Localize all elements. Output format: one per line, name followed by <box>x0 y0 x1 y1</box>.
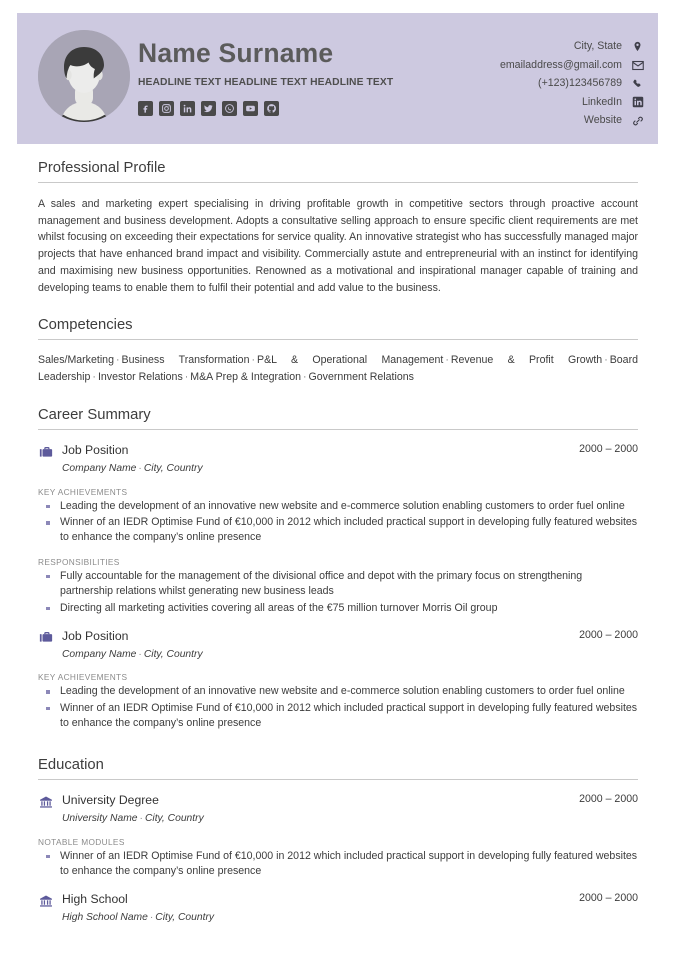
contact-email[interactable] <box>500 58 644 73</box>
section-title-career: Career Summary <box>38 407 638 430</box>
cv-body <box>38 160 638 925</box>
list-item: Winner of an IEDR Optimise Fund of €10,000 in 2012 which included practical support in developing fully featured websites to enhance the company’s online presence <box>38 515 638 546</box>
career-entries <box>38 443 638 731</box>
cv-entry <box>38 443 638 616</box>
contact-email-text: emailaddress@gmail.com <box>499 58 622 71</box>
competency-separator: · <box>92 371 96 384</box>
competency-item: Investor Relations <box>97 371 183 384</box>
whatsapp-icon[interactable] <box>222 101 237 116</box>
envelope-icon <box>631 59 644 72</box>
entry-separator: · <box>139 813 143 825</box>
entry-subtitle <box>62 462 638 475</box>
contact-list <box>500 39 644 128</box>
university-icon <box>38 893 53 908</box>
list-item: Leading the development of an innovative new website and e-commerce solution enabling customers to order fuel online <box>38 684 638 699</box>
competency-separator: · <box>184 371 189 384</box>
entry-bullet-list <box>38 849 638 880</box>
contact-location-text: City, State <box>573 40 622 53</box>
twitter-icon[interactable] <box>201 101 216 116</box>
entry-subtitle <box>62 812 638 825</box>
avatar <box>38 30 130 122</box>
contact-linkedin-text: LinkedIn <box>581 95 622 108</box>
map-pin-icon <box>631 40 644 53</box>
link-icon <box>631 114 644 127</box>
entry-header <box>38 443 638 459</box>
linkedin-icon[interactable] <box>180 101 195 116</box>
competency-item: M&A Prep & Integration <box>190 371 301 384</box>
entry-organisation: University Name <box>62 813 138 825</box>
competency-separator: · <box>445 354 449 367</box>
briefcase-icon <box>38 444 53 459</box>
section-education <box>38 757 638 924</box>
avatar-circle <box>38 30 130 122</box>
entry-location: City, Country <box>143 463 203 475</box>
education-entries <box>38 793 638 924</box>
list-item: Winner of an IEDR Optimise Fund of €10,000 in 2012 which included practical support in developing fully featured websites to enhance the company’s online presence <box>38 701 638 732</box>
entry-date: 2000 – 2000 <box>579 628 638 641</box>
competencies-list <box>38 352 638 386</box>
facebook-icon[interactable] <box>138 101 153 116</box>
entry-title: Job Position <box>62 443 129 458</box>
competency-separator: · <box>604 354 608 367</box>
list-item: Winner of an IEDR Optimise Fund of €10,000 in 2012 which included practical support in developing fully featured websites to enhance the company’s online presence <box>38 849 638 880</box>
cv-header <box>17 13 658 144</box>
section-competencies <box>38 317 638 386</box>
university-icon <box>38 794 53 809</box>
linkedin-icon <box>631 96 644 109</box>
entry-date: 2000 – 2000 <box>579 443 638 456</box>
briefcase-icon <box>38 630 53 645</box>
entry-group-label: RESPONSIBILITIES <box>38 556 120 567</box>
entry-separator: · <box>138 463 142 475</box>
social-links <box>138 101 393 116</box>
competency-item: Sales/Marketing <box>38 354 114 367</box>
contact-location[interactable] <box>574 39 644 54</box>
contact-website[interactable] <box>584 113 644 128</box>
entry-location: City, Country <box>143 648 203 660</box>
github-icon[interactable] <box>264 101 279 116</box>
competency-item: Government Relations <box>308 371 414 384</box>
competency-item: Board Leadership <box>38 354 638 384</box>
cv-entry <box>38 629 638 731</box>
youtube-icon[interactable] <box>243 101 258 116</box>
instagram-icon[interactable] <box>159 101 174 116</box>
contact-phone[interactable] <box>538 76 644 91</box>
entry-title: University Degree <box>62 793 159 808</box>
section-career-summary <box>38 407 638 731</box>
profile-paragraph: A sales and marketing expert specialising in driving profitable growth in competitive sectors through proactive account management and business development. Adopts a consultative selling approach to ensure specific client requirements are met whilst focusing on exceeding their expectations for service quality. An innovative strategist who has successfully managed major projects that have enhanced brand impact and visibility. Commercially astute and entrepreneurial with an instinct for identifying and maximising new business opportunities. Renowned as a motivational and inspirational manager capable of training and developing teams to enable them to fulfil their potential and add value to the business. <box>38 198 638 294</box>
section-title-profile: Professional Profile <box>38 160 638 183</box>
entry-bullet-list <box>38 569 638 616</box>
entry-title: Job Position <box>62 628 129 643</box>
entry-bullet-list <box>38 684 638 731</box>
entry-location: City, Country <box>155 912 215 924</box>
entry-organisation: High School Name <box>62 912 148 924</box>
cv-entry <box>38 793 638 879</box>
list-item: Directing all marketing activities covering all areas of the €75 million turnover Morris Oil group <box>38 601 638 616</box>
entry-header <box>38 629 638 645</box>
entry-group-label: KEY ACHIEVEMENTS <box>38 486 128 497</box>
entry-location: City, Country <box>144 813 204 825</box>
section-professional-profile <box>38 160 638 296</box>
entry-separator: · <box>138 648 142 660</box>
phone-icon <box>631 77 644 90</box>
entry-separator: · <box>149 912 154 924</box>
cv-entry <box>38 892 638 924</box>
entry-bullet-list <box>38 499 638 546</box>
entry-group-label: NOTABLE MODULES <box>38 836 125 847</box>
entry-header <box>38 793 638 809</box>
contact-phone-text: (+123)123456789 <box>538 77 622 90</box>
entry-organisation: Company Name <box>62 648 137 660</box>
competency-item: Revenue & Profit Growth <box>450 354 603 367</box>
competency-separator: · <box>115 354 120 367</box>
headline-text: HEADLINE TEXT HEADLINE TEXT HEADLINE TEXT <box>138 77 394 89</box>
entry-group-label: KEY ACHIEVEMENTS <box>38 672 128 683</box>
entry-subtitle <box>62 911 638 924</box>
section-title-education: Education <box>38 757 638 780</box>
competency-separator: · <box>251 354 256 367</box>
section-title-competencies: Competencies <box>38 317 638 340</box>
identity-block <box>138 39 393 116</box>
list-item: Fully accountable for the management of the divisional office and depot with the primary focus on strengthening partnership relations whilst generating new business leads <box>38 569 638 600</box>
contact-linkedin[interactable] <box>582 95 644 110</box>
competency-item: P&L & Operational Management <box>257 354 444 367</box>
entry-organisation: Company Name <box>62 463 137 475</box>
entry-subtitle <box>62 648 638 661</box>
entry-date: 2000 – 2000 <box>579 793 638 806</box>
entry-header <box>38 892 638 908</box>
entry-date: 2000 – 2000 <box>579 892 638 905</box>
page-title: Name Surname <box>138 38 334 68</box>
list-item: Leading the development of an innovative new website and e-commerce solution enabling customers to order fuel online <box>38 499 638 514</box>
entry-title: High School <box>62 892 128 907</box>
contact-website-text: Website <box>583 114 622 127</box>
competency-item: Business Transformation <box>121 354 250 367</box>
competency-separator: · <box>303 371 307 384</box>
person-avatar-icon <box>38 30 130 122</box>
